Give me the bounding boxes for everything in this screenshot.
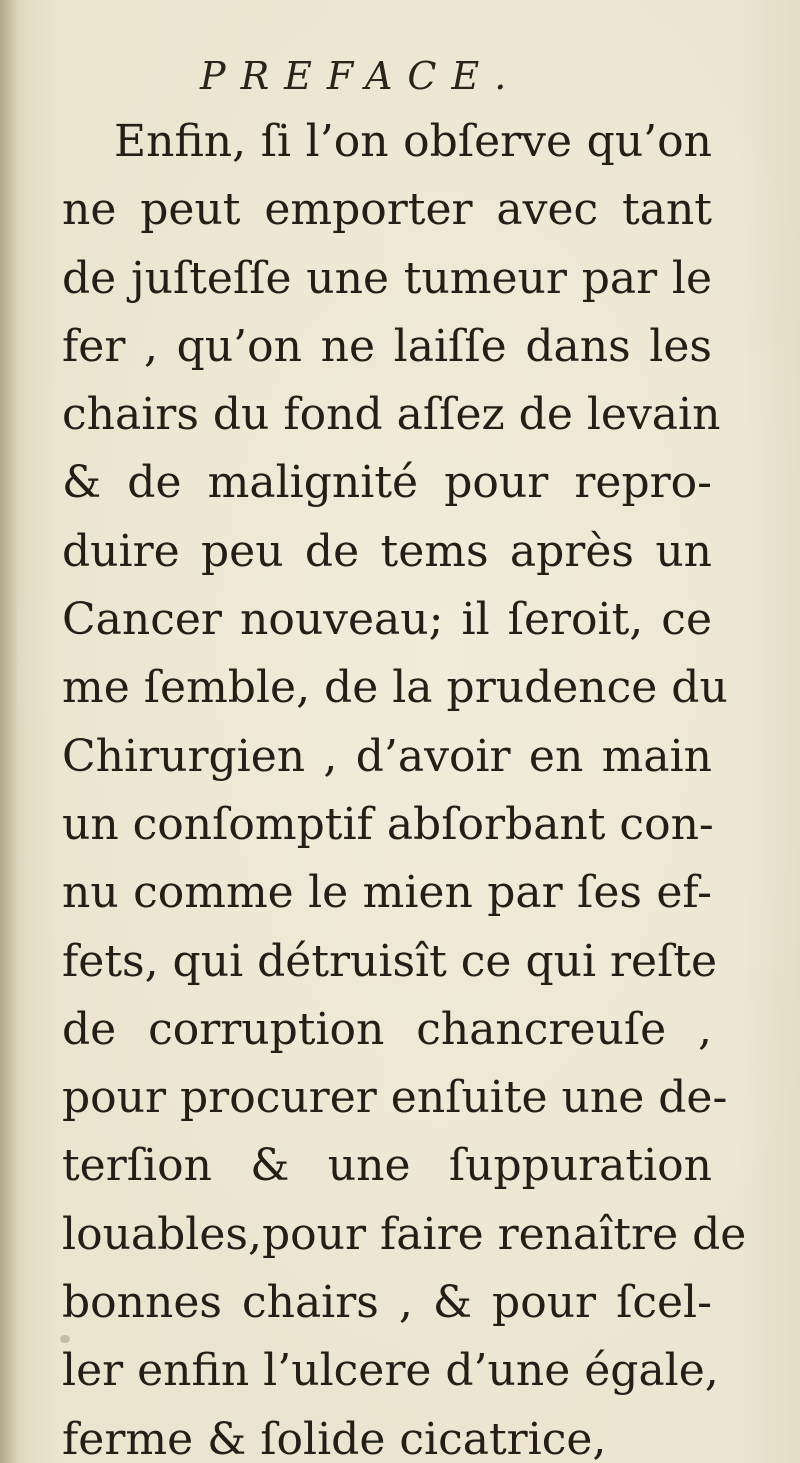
text-line: bonnes chairs , & pour ſcel- bbox=[62, 1277, 712, 1329]
text-line: de corruption chancreuſe , bbox=[62, 1003, 712, 1055]
text-line: ne peut emporter avec tant bbox=[62, 184, 712, 236]
text-line: de juſteſſe une tumeur par le bbox=[62, 252, 712, 304]
text-line: fets, qui détruisît ce qui reſte bbox=[62, 935, 718, 987]
text-line: duire peu de tems après un bbox=[62, 525, 712, 577]
text-line: Enfin, ſi l’on obſerve qu’on bbox=[114, 116, 712, 167]
text-line: pour procurer enſuite une de- bbox=[62, 1072, 728, 1124]
text-line: louables,pour faire renaître de bbox=[62, 1208, 747, 1260]
text-line: Chirurgien , d’avoir en main bbox=[62, 730, 712, 782]
paper-speck bbox=[60, 1335, 70, 1343]
text-line: & de malignité pour repro- bbox=[62, 457, 712, 509]
body-text bbox=[62, 108, 747, 1463]
text-line: fer , qu’on ne laiſſe dans les bbox=[62, 320, 712, 372]
text-line: me ſemble, de la prudence du bbox=[62, 662, 728, 714]
text-line: un conſomptif abſorbant con- bbox=[62, 798, 714, 850]
gutter-shadow bbox=[0, 0, 18, 1463]
text-line: ler enfin l’ulcere d’une égale, bbox=[62, 1345, 719, 1397]
text-line: chairs du fond aſſez de levain bbox=[62, 389, 721, 441]
text-line: terſion & une ſuppuration bbox=[62, 1140, 712, 1192]
text-line: nu comme le mien par ſes ef- bbox=[62, 867, 712, 919]
text-line: Cancer nouveau; il ſeroit, ce bbox=[62, 594, 712, 646]
running-head: PREFACE. bbox=[200, 54, 522, 98]
text-line: ferme & ſolide cicatrice, bbox=[62, 1413, 607, 1463]
